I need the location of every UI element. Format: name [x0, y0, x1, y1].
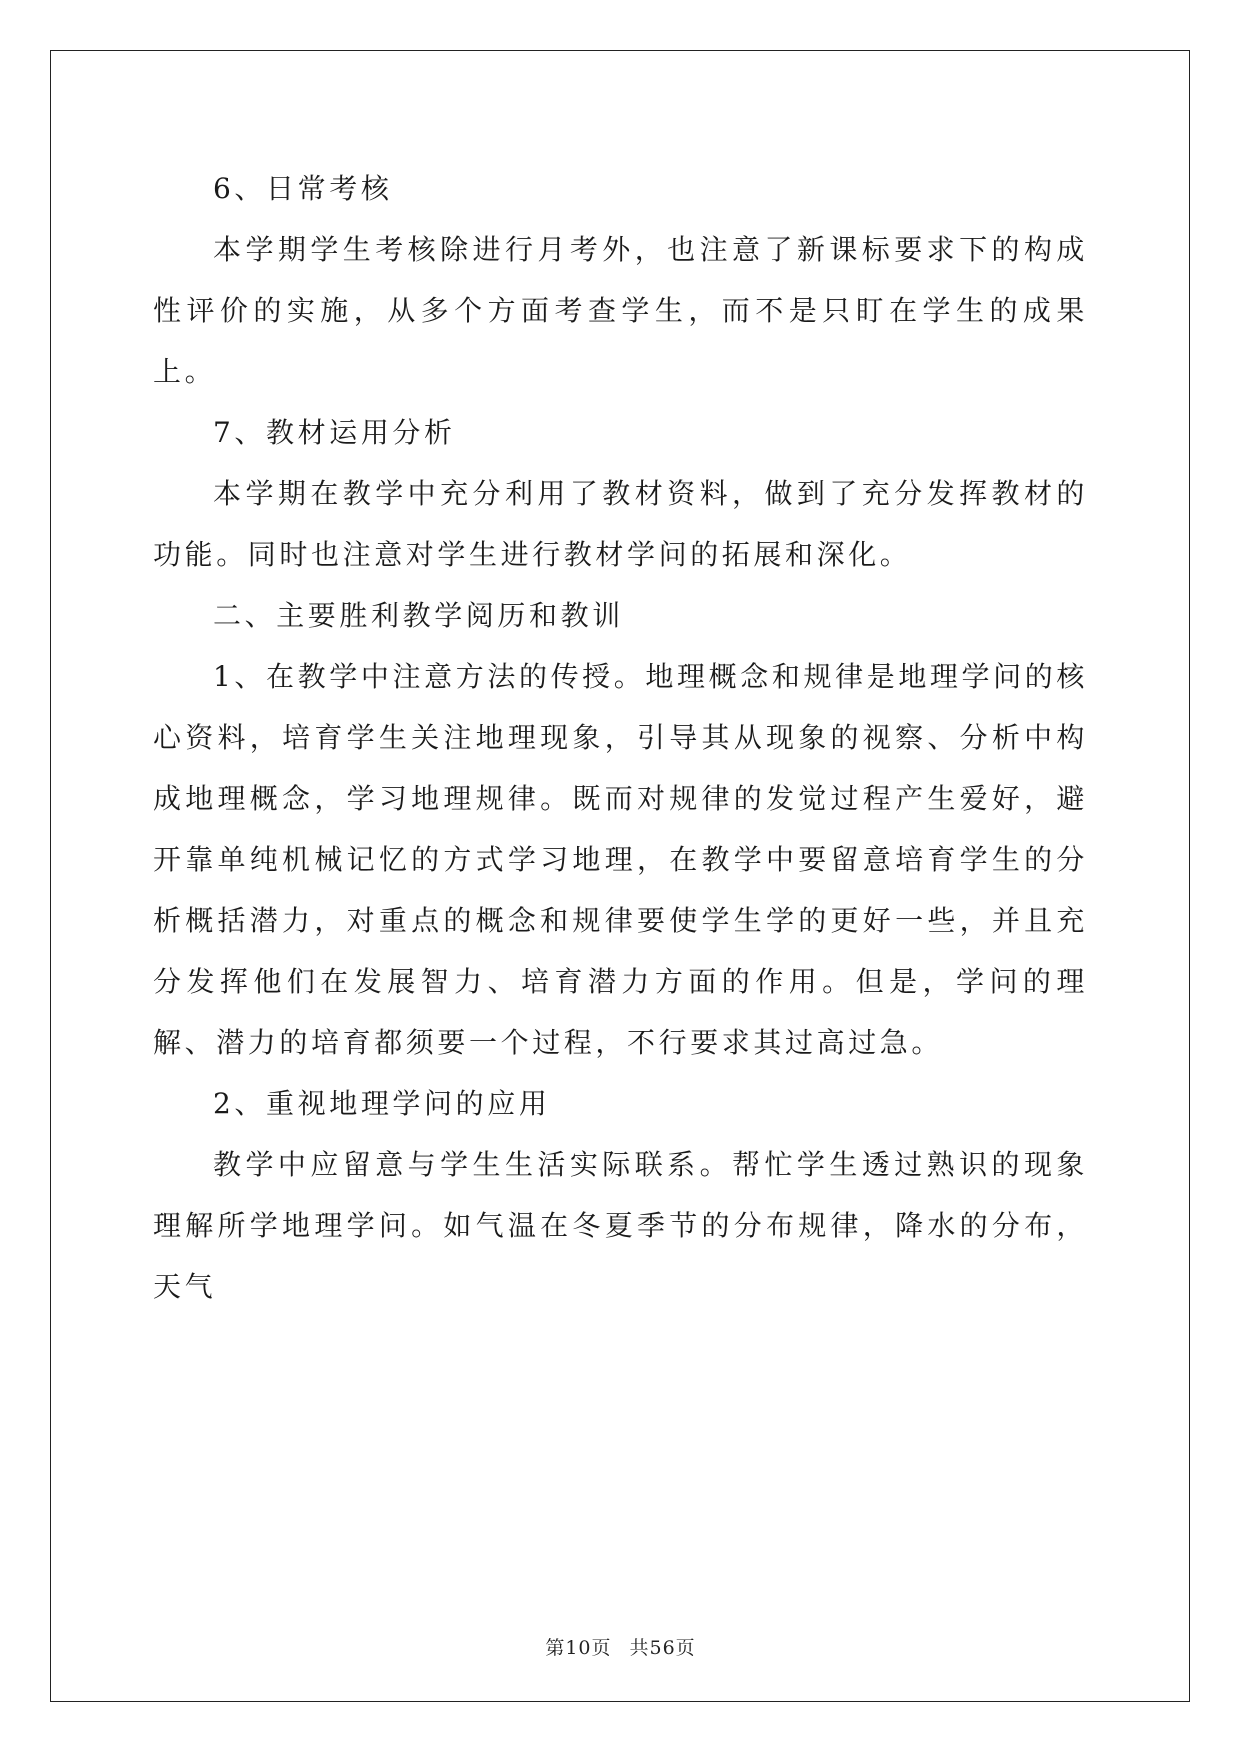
document-body: [153, 158, 1088, 1317]
paragraph-assessment: 本学期学生考核除进行月考外，也注意了新课标要求下的构成性评价的实施，从多个方面考查学生，而不是只盯在学生的成果上。: [153, 233, 1088, 388]
section-heading-textbook-analysis: 7、教材运用分析: [213, 416, 456, 449]
page-total: 共56页: [629, 1637, 696, 1659]
section-heading-experience: 二、主要胜利教学阅历和教训: [213, 599, 624, 632]
section-heading-application: 2、重视地理学问的应用: [213, 1087, 551, 1120]
paragraph-methods: 1、在教学中注意方法的传授。地理概念和规律是地理学问的核心资料，培育学生关注地理现象，引导其从现象的视察、分析中构成地理概念，学习地理规律。既而对规律的发觉过程产生爱好，避开靠单纯机械记忆的方式学习地理，在教学中要留意培育学生的分析概括潜力，对重点的概念和规律要使学生学的更好一些，并且充分发挥他们在发展智力、培育潜力方面的作用。但是，学问的理解、潜力的培育都须要一个过程，不行要求其过高过急。: [153, 660, 1088, 1059]
paragraph-textbook: 本学期在教学中充分利用了教材资料，做到了充分发挥教材的功能。同时也注意对学生进行教材学问的拓展和深化。: [153, 477, 1088, 571]
page-number: 第10页: [545, 1637, 612, 1659]
page-footer: [0, 1633, 1241, 1660]
paragraph-application: 教学中应留意与学生生活实际联系。帮忙学生透过熟识的现象理解所学地理学问。如气温在冬夏季节的分布规律，降水的分布，天气: [153, 1148, 1088, 1303]
section-heading-daily-assessment: 6、日常考核: [213, 172, 393, 205]
